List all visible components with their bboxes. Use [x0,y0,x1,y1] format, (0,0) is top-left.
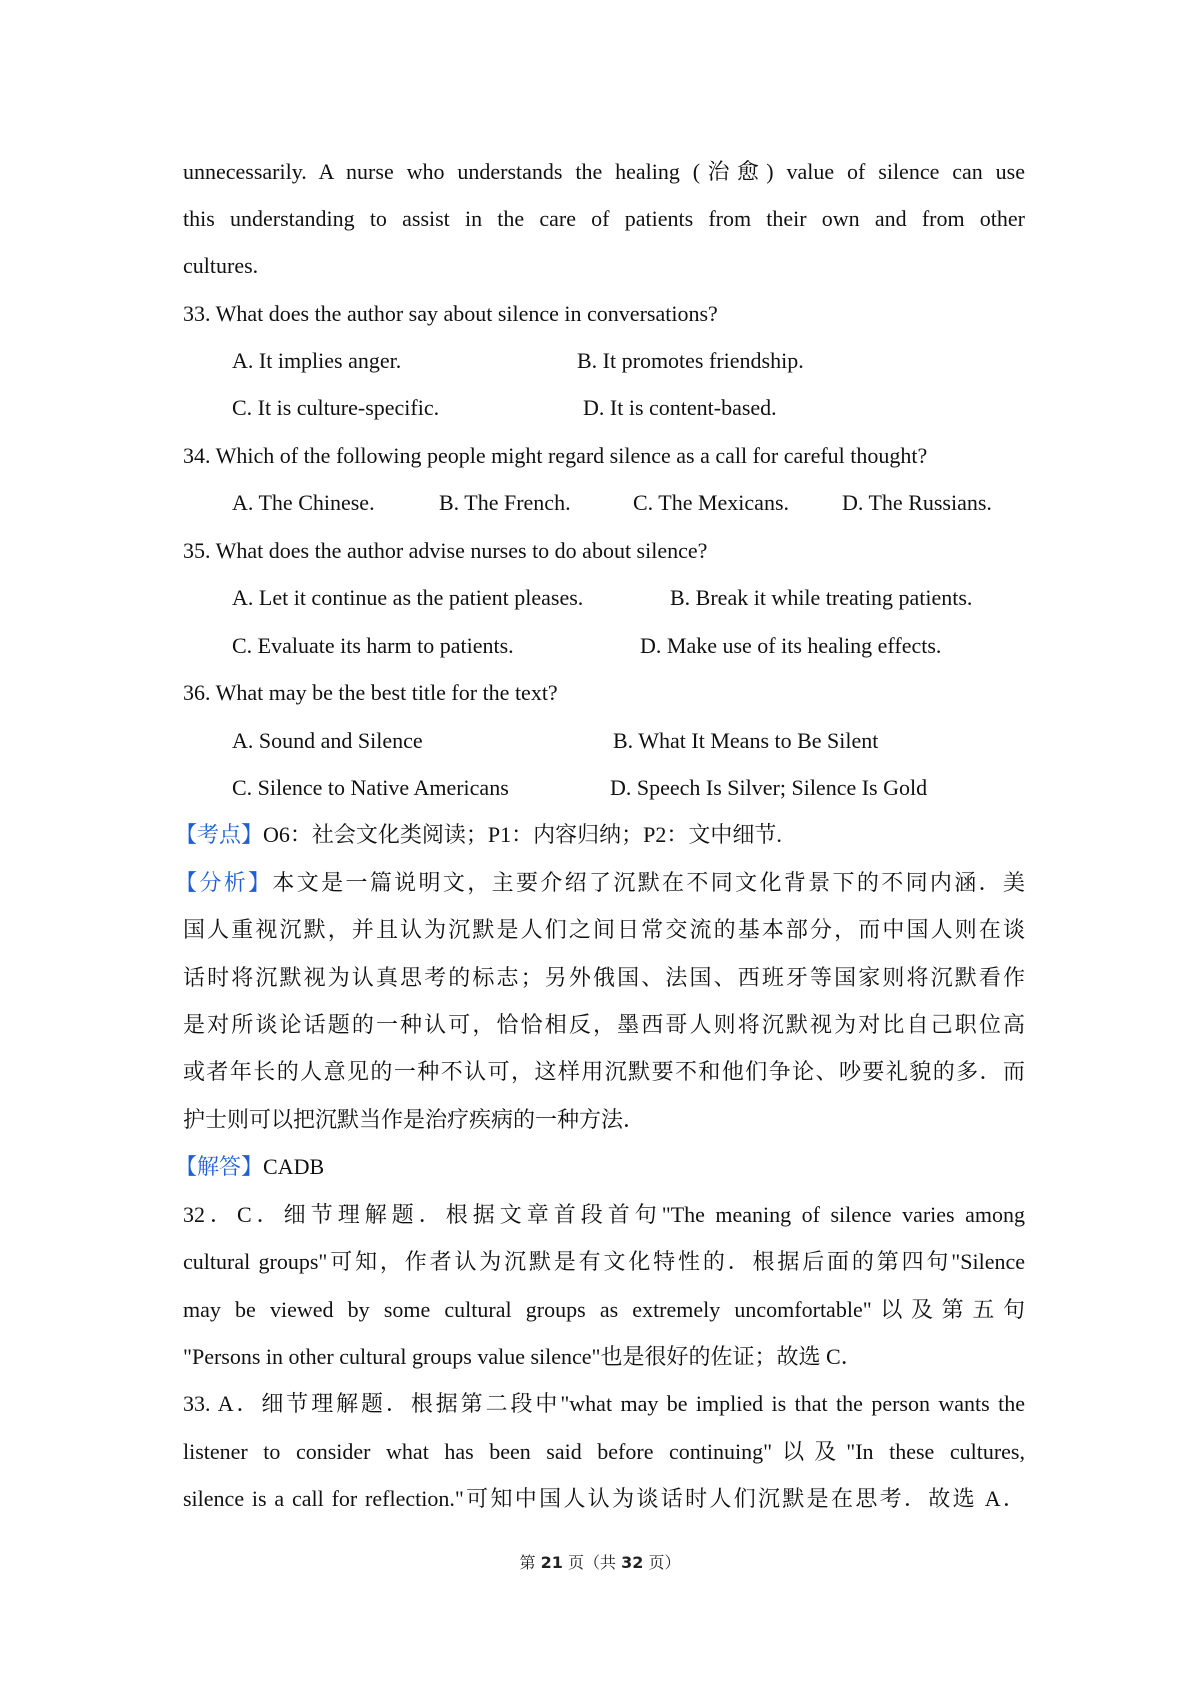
page-footer: 第 21 页（共 32 页） [519,1553,681,1572]
question-33-stem: 33. What does the author say about silence in conversations? [183,301,718,326]
fenxi-line: 【分析】本文是一篇说明文，主要介绍了沉默在不同文化背景下的不同内涵．美 [175,870,1025,895]
explanation-line: "Persons in other cultural groups value silence"也是很好的佐证；故选 C． [183,1344,863,1369]
jieda-label: 【解答】 [175,1154,264,1179]
kaodian-label: 【考点】 [175,822,264,847]
question-34-stem: 34. Which of the following people might regard silence as a call for careful thought? [183,443,928,468]
explanation-line: listener to consider what has been said before continuing"以及"In these cultures, [183,1439,1025,1464]
fenxi-line: 或者年长的人意见的一种不认可，这样用沉默要不和他们争论、吵要礼貌的多．而 [183,1059,1025,1084]
passage-line: this understanding to assist in the care of patients from their own and from other [183,206,1025,231]
passage-line: cultures. [183,253,259,278]
kaodian-text: O6：社会文化类阅读；P1：内容归纳；P2：文中细节. [263,822,782,847]
fenxi-label: 【分析】 [175,870,273,895]
explanation-line: 33. A．细节理解题．根据第二段中"what may be implied is that the person wants the [183,1391,1025,1416]
fenxi-line: 是对所谈论话题的一种认可，恰恰相反，墨西哥人则将沉默视为对比自己职位高 [183,1012,1025,1037]
explanation-line: may be viewed by some cultural groups as extremely uncomfortable"以及第五句 [183,1297,1025,1322]
kaodian-line [175,811,1017,858]
jieda-line [175,1143,1017,1190]
explanation-line: 32．C．细节理解题．根据文章首段首句"The meaning of silence varies among [183,1202,1025,1227]
question-35-stem: 35. What does the author advise nurses to do about silence? [183,538,708,563]
answer-key: CADB [263,1154,325,1179]
page-total: 32 [621,1553,644,1572]
question-36-stem: 36. What may be the best title for the text? [183,680,558,705]
explanation-line: cultural groups"可知，作者认为沉默是有文化特性的．根据后面的第四句"Silence [183,1249,1025,1274]
passage-line: unnecessarily. A nurse who understands the healing (治愈) value of silence can use [183,159,1025,184]
fenxi-line: 护士则可以把沉默当作是治疗疾病的一种方法． [183,1107,646,1132]
fenxi-line: 话时将沉默视为认真思考的标志；另外俄国、法国、西班牙等国家则将沉默看作 [183,965,1025,990]
fenxi-line: 国人重视沉默，并且认为沉默是人们之间日常交流的基本部分，而中国人则在谈 [183,917,1025,942]
page-number: 21 [540,1553,563,1572]
explanation-line: silence is a call for reflection."可知中国人认为谈话时人们沉默是在思考．故选 A． [183,1486,1025,1511]
